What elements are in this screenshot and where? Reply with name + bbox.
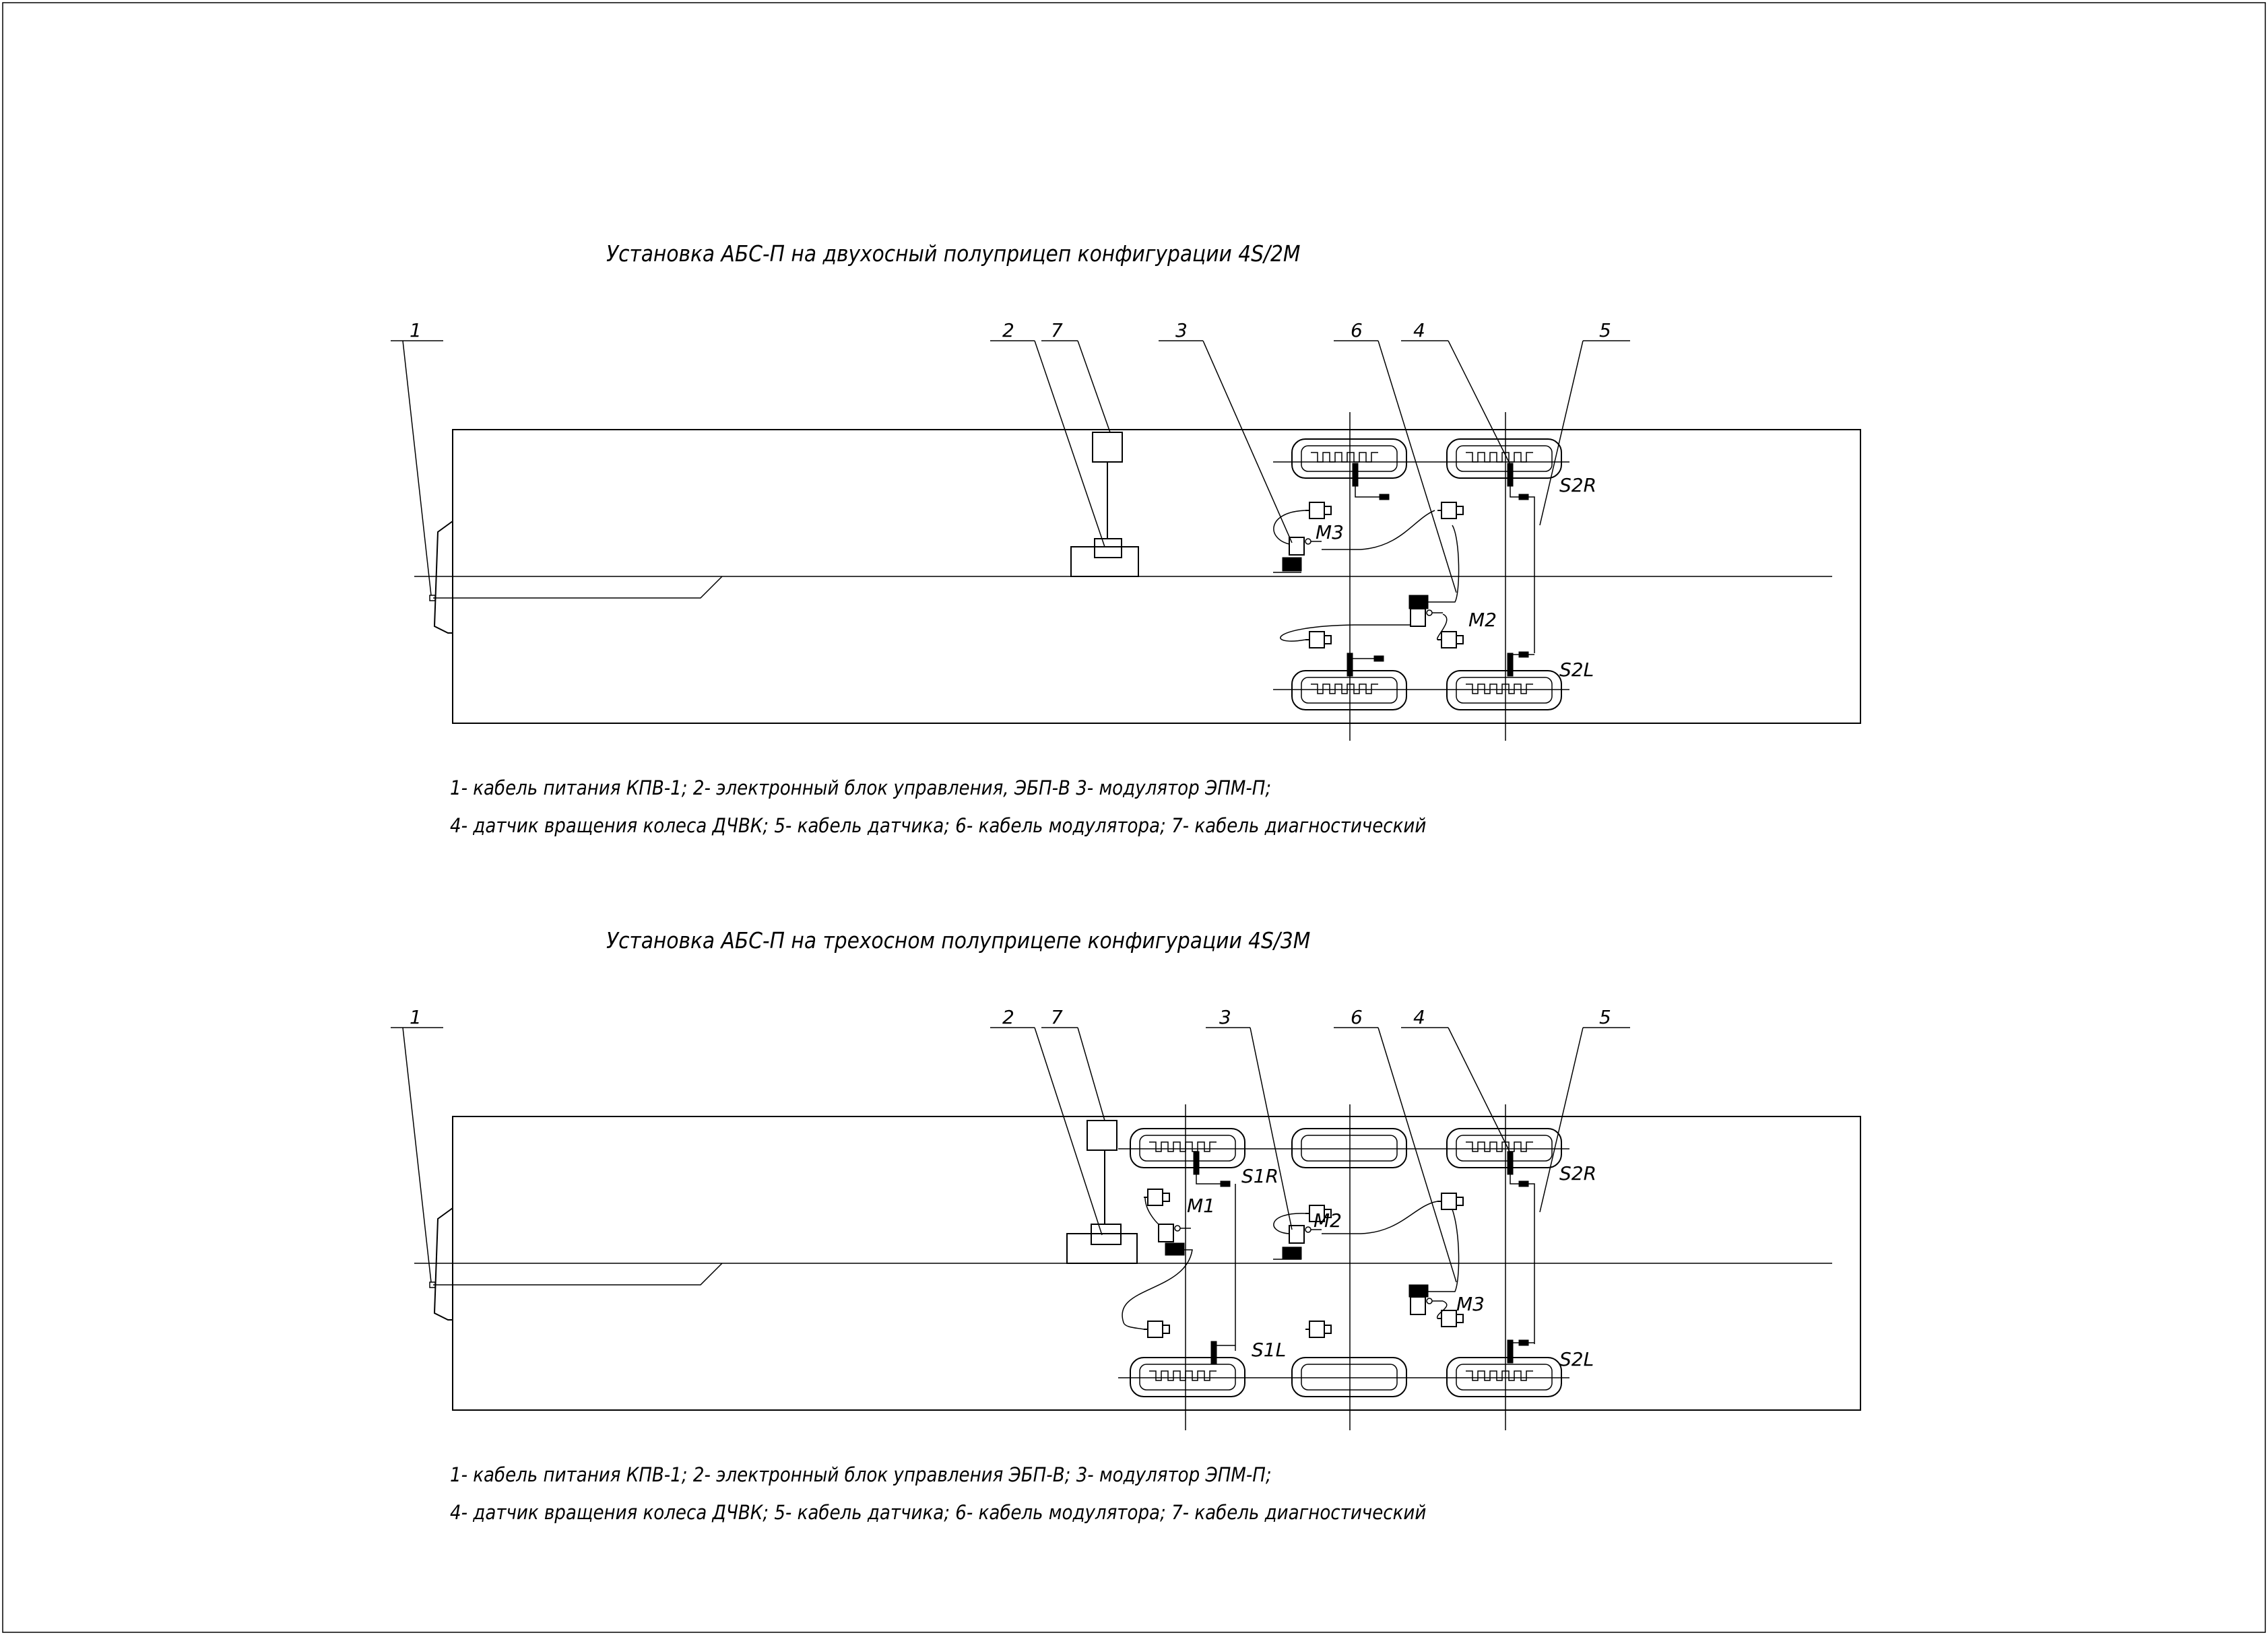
label-m2: M2: [1314, 1209, 1342, 1232]
label-s2r: S2R: [1559, 474, 1597, 496]
callout-4: 4: [1413, 1006, 1425, 1028]
callout-6: 6: [1351, 1006, 1363, 1028]
label-s2r: S2R: [1559, 1162, 1597, 1184]
callout-5: 5: [1599, 1006, 1611, 1028]
diagram-2-legend-line-2: 4- датчик вращения колеса ДЧВК; 5- кабель датчика; 6- кабель модулятора; 7- кабель диагностический: [450, 1501, 1427, 1524]
callout-1: 1: [410, 319, 422, 341]
diag-connector-2: [1087, 1121, 1117, 1150]
callout-1: 1: [410, 1006, 422, 1028]
callout-7: 7: [1051, 1006, 1063, 1028]
callout-6: 6: [1351, 319, 1363, 341]
diagram-1-legend-line-2: 4- датчик вращения колеса ДЧВК; 5- кабель датчика; 6- кабель модулятора; 7- кабель диагностический: [450, 814, 1427, 837]
diagram-1-legend-line-1: 1- кабель питания КПВ-1; 2- электронный блок управления, ЭБП-В 3- модулятор ЭПМ-П;: [450, 776, 1272, 799]
label-s2l: S2L: [1559, 1348, 1594, 1370]
label-s1l: S1L: [1252, 1339, 1287, 1361]
label-m2: M2: [1468, 609, 1497, 631]
diagram-2: [391, 927, 1860, 1524]
callout-3: 3: [1219, 1006, 1231, 1028]
callout-2: 2: [1002, 1006, 1014, 1028]
callout-2: 2: [1002, 319, 1014, 341]
diagram-2-legend-line-1: 1- кабель питания КПВ-1; 2- электронный блок управления ЭБП-В; 3- модулятор ЭПМ-П;: [450, 1463, 1272, 1486]
diagram-1-title: Установка АБС-П на двухосный полуприцеп конфигурации 4S/2M: [606, 240, 1301, 267]
ecu-2: [1067, 1234, 1137, 1263]
callout-4: 4: [1413, 319, 1425, 341]
label-m3: M3: [1316, 521, 1344, 543]
label-m3: M3: [1456, 1293, 1485, 1315]
label-s2l: S2L: [1559, 659, 1594, 681]
diagram-1: [391, 240, 1860, 837]
callout-5: 5: [1599, 319, 1611, 341]
label-m1: M1: [1187, 1195, 1215, 1217]
ecu-1: [1071, 547, 1138, 576]
label-s1r: S1R: [1241, 1165, 1279, 1187]
callout-3: 3: [1175, 319, 1188, 341]
callout-7: 7: [1051, 319, 1063, 341]
diag-connector-1: [1093, 432, 1122, 462]
diagram-2-title: Установка АБС-П на трехосном полуприцепе конфигурации 4S/3M: [606, 927, 1311, 954]
